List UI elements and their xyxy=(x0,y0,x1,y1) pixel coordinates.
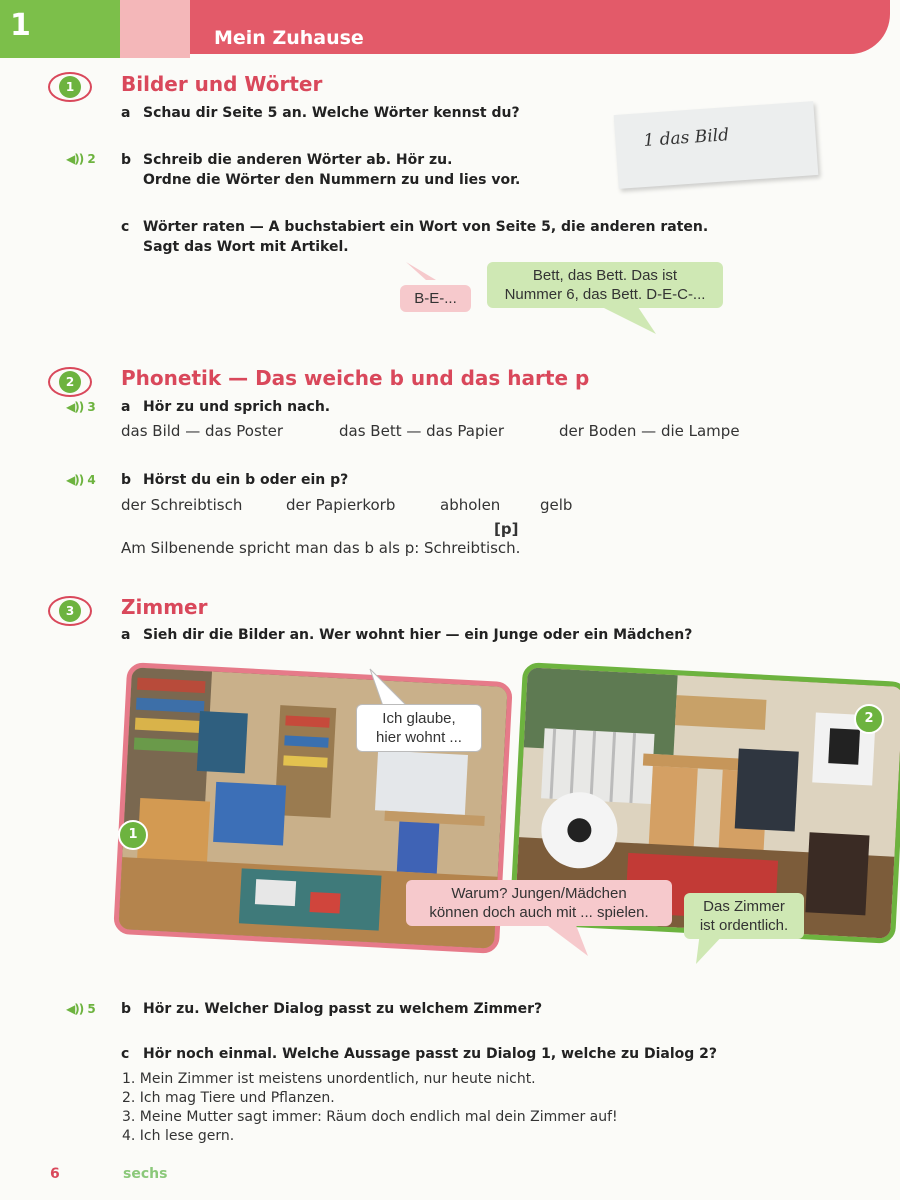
list-item: 1. Mein Zimmer ist meistens unordentlich, nur heute nicht. xyxy=(122,1071,536,1087)
audio-track-4[interactable]: ◀)) 4 xyxy=(66,473,96,487)
task-3c: c Hör noch einmal. Welche Aussage passt zu Dialog 1, welche zu Dialog 2? xyxy=(121,1046,717,1062)
audio-track-3[interactable]: ◀)) 3 xyxy=(66,400,96,414)
section-title: Zimmer xyxy=(121,595,208,619)
task-1b: b Schreib die anderen Wörter ab. Hör zu. Ordne die Wörter den Nummern zu und lies vor. xyxy=(121,152,521,188)
speech-bubble-guess: Ich glaube, hier wohnt ... xyxy=(356,704,482,752)
audio-track-2[interactable]: ◀)) 2 xyxy=(66,152,96,166)
speech-bubble-tidy: Das Zimmer ist ordentlich. xyxy=(684,893,804,939)
word: gelb xyxy=(540,496,573,514)
task-3b: b Hör zu. Welcher Dialog passt zu welchem Zimmer? xyxy=(121,1001,543,1017)
audio-track-5[interactable]: ◀)) 5 xyxy=(66,1002,96,1016)
speaker-icon: ◀)) xyxy=(66,1002,84,1016)
photo-badge-1: 1 xyxy=(118,820,148,850)
pronunciation-rule: Am Silbenende spricht man das b als p: Schreibtisch. xyxy=(121,539,521,557)
word: der Papierkorb xyxy=(286,496,396,514)
word: der Schreibtisch xyxy=(121,496,243,514)
speech-bubble-objection: Warum? Jungen/Mädchen können doch auch mit ... spielen. xyxy=(406,880,672,926)
speaker-icon: ◀)) xyxy=(66,400,84,414)
task-2b: b Hörst du ein b oder ein p? xyxy=(121,472,349,488)
word-pair: das Bett — das Papier xyxy=(339,422,505,440)
word: abholen xyxy=(440,496,501,514)
chapter-title: Mein Zuhause xyxy=(214,27,364,49)
task-3a: a Sieh dir die Bilder an. Wer wohnt hier — ein Junge oder ein Mädchen? xyxy=(121,627,693,643)
word-pair: der Boden — die Lampe xyxy=(559,422,740,440)
header-light-block xyxy=(120,0,190,58)
task-2a: a Hör zu und sprich nach. xyxy=(121,399,331,415)
chapter-header xyxy=(0,0,900,58)
page-number: 6 xyxy=(50,1166,60,1182)
phonetic-symbol: [p] xyxy=(494,520,519,538)
speaker-icon: ◀)) xyxy=(66,473,84,487)
speaker-icon: ◀)) xyxy=(66,152,84,166)
statement-list xyxy=(122,1070,618,1146)
section-marker-3: 3 xyxy=(48,596,92,626)
list-item: 3. Meine Mutter sagt immer: Räum doch endlich mal dein Zimmer auf! xyxy=(122,1109,618,1125)
bubble-tail-pink xyxy=(540,920,600,960)
section-marker-1: 1 xyxy=(48,72,92,102)
word-pair: das Bild — das Poster xyxy=(121,422,284,440)
photo-badge-2: 2 xyxy=(854,704,884,734)
task-1c: c Wörter raten — A buchstabiert ein Wort von Seite 5, die anderen raten. Sagt das Wort mit Artikel. xyxy=(121,219,709,255)
speech-bubble-answer: Bett, das Bett. Das ist Nummer 6, das Bett. D-E-C-... xyxy=(487,262,723,308)
list-item: 4. Ich lese gern. xyxy=(122,1128,235,1144)
section-title: Bilder und Wörter xyxy=(121,72,323,96)
section-title: Phonetik — Das weiche b und das harte p xyxy=(121,366,590,390)
speech-bubble-spelling: B-E-... xyxy=(400,285,471,312)
note-card: 1 das Bild xyxy=(614,101,819,189)
page-number-word: sechs xyxy=(123,1166,168,1182)
section-marker-2: 2 xyxy=(48,367,92,397)
list-item: 2. Ich mag Tiere und Pflanzen. xyxy=(122,1090,335,1106)
task-1a: a Schau dir Seite 5 an. Welche Wörter kennst du? xyxy=(121,105,520,121)
chapter-number: 1 xyxy=(10,8,31,43)
